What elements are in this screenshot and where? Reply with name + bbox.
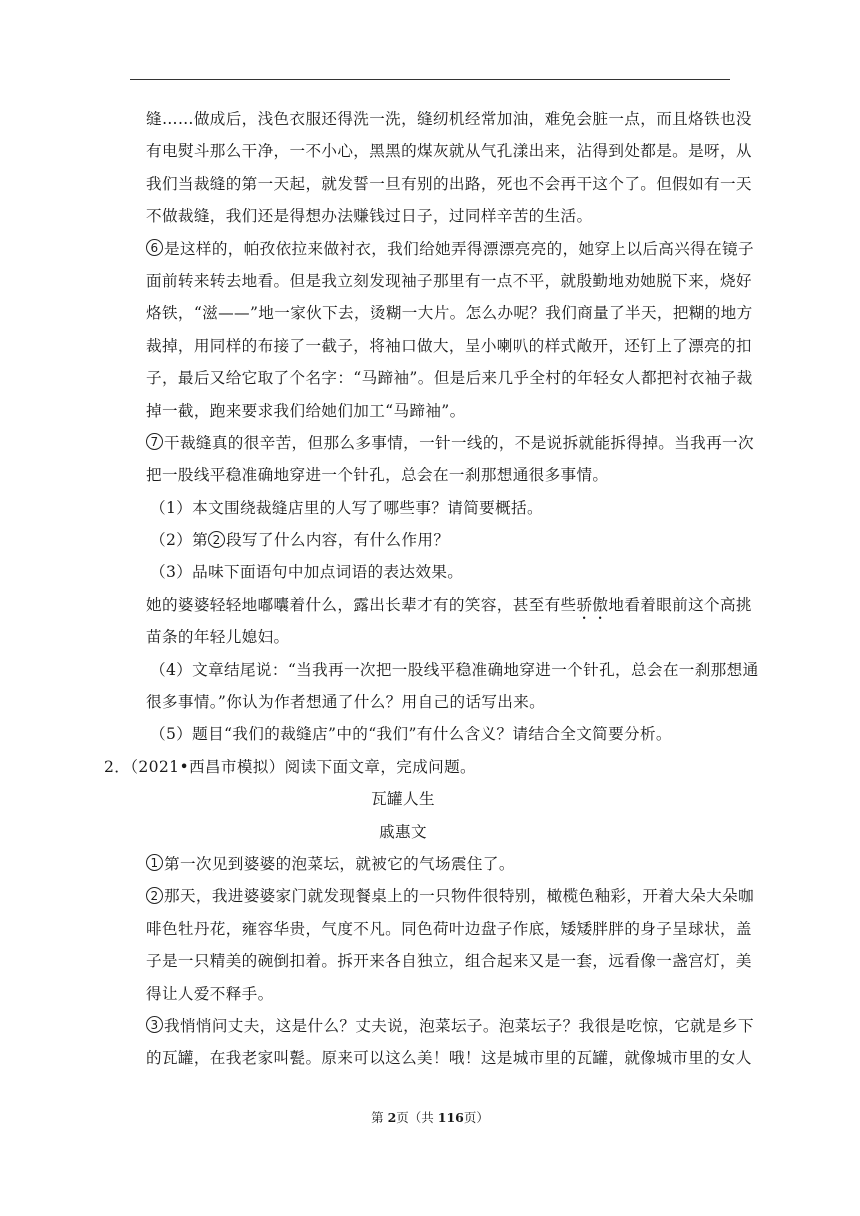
header-rule bbox=[130, 79, 730, 80]
text-line: 有电熨斗那么干净，一不小心，黑黑的煤灰就从气孔漾出来，沾得到处都是。是呀，从 bbox=[146, 142, 752, 161]
paragraph-number-badge: 3 bbox=[146, 1016, 163, 1033]
text-line: 烙铁，“滋——”地一家伙下去，烫糊一大片。怎么办呢？我们商量了半天，把糊的地方 bbox=[146, 304, 753, 323]
text-line: 把一股线平稳准确地穿进一个针孔，总会在一刹那想通很多事情。 bbox=[146, 466, 609, 485]
text-span: 干裁缝真的很辛苦，但那么多事情，一针一线的，不是说拆就能拆得掉。当我再一次 bbox=[164, 433, 754, 452]
footer-text: 页（共 bbox=[396, 1110, 438, 1125]
page-total: 116 bbox=[437, 1110, 464, 1125]
text-span: 地看着眼前这个高挑 bbox=[608, 595, 752, 614]
text-line: 啡色牡丹花，雍容华贵，气度不凡。同色荷叶边盘子作底，矮矮胖胖的身子呈球状，盖 bbox=[146, 919, 752, 938]
text-line: 的瓦罐，在我老家叫甏。原来可以这么美！哦！这是城市里的瓦罐，就像城市里的女人 bbox=[146, 1049, 752, 1068]
document-body bbox=[104, 103, 759, 1075]
article-author: 戚惠文 bbox=[379, 822, 427, 841]
text-span: （2）第 bbox=[150, 531, 209, 550]
text-line: 我们当裁缝的第一天起，就发誓一旦有别的出路，死也不会再干这个了。但假如有一天 bbox=[146, 174, 752, 193]
text-line: 子是一只精美的碗倒扣着。拆开来各自独立，组合起来又是一套，远看像一盏宫灯，美 bbox=[146, 952, 752, 971]
text-line: 得让人爱不释手。 bbox=[146, 984, 274, 1003]
question-4: （4）文章结尾说：“当我再一次把一股线平稳准确地穿进一个针孔，总会在一刹那想通 bbox=[150, 660, 759, 679]
paragraph-number-badge: 7 bbox=[146, 433, 163, 450]
article-paragraph-3 bbox=[146, 1010, 754, 1042]
dotted-word: 骄傲 bbox=[576, 595, 609, 614]
text-span: 是这样的，帕孜依拉来做衬衣，我们给她弄得漂漂亮亮的，她穿上以后高兴得在镜子 bbox=[164, 239, 754, 258]
text-line: 面前转来转去地看。但是我立刻发现袖子那里有一点不平，就殷勤地劝她脱下来，烧好 bbox=[146, 271, 752, 290]
question-2 bbox=[146, 524, 746, 556]
text-line: 掉一截，跑来要求我们给她们加工“马蹄袖”。 bbox=[146, 401, 466, 420]
question-1: （1）本文围绕裁缝店里的人写了哪些事？请简要概括。 bbox=[150, 498, 543, 517]
quoted-sentence-line: 苗条的年轻儿媳妇。 bbox=[146, 628, 290, 647]
article-title: 瓦罐人生 bbox=[371, 790, 435, 809]
paragraph-number-badge: 2 bbox=[146, 887, 163, 904]
article-paragraph-1 bbox=[146, 848, 746, 880]
question-3: （3）品味下面语句中加点词语的表达效果。 bbox=[150, 563, 464, 582]
paragraph-number-badge: 6 bbox=[146, 239, 163, 256]
paragraph-number-badge: 1 bbox=[146, 854, 163, 871]
footer-text: 页） bbox=[463, 1110, 489, 1125]
paragraph-number-badge: 2 bbox=[208, 531, 225, 548]
footer-text: 第 bbox=[371, 1110, 388, 1125]
question-5: （5）题目“我们的裁缝店”中的“我们”有什么含义？请结合全文简要分析。 bbox=[150, 725, 672, 744]
page-footer bbox=[0, 1108, 860, 1128]
text-line: 裁掉，用同样的布接了一截子，将袖口做大，呈小喇叭的样式敞开，还钉上了漂亮的扣 bbox=[146, 336, 752, 355]
text-line: 不做裁缝，我们还是得想办法赚钱过日子，过同样辛苦的生活。 bbox=[146, 207, 593, 226]
question-4-cont: 很多事情。”你认为作者想通了什么？用自己的话写出来。 bbox=[146, 693, 546, 712]
article-paragraph-2 bbox=[146, 880, 754, 912]
quoted-sentence bbox=[146, 589, 752, 621]
text-span: 第一次见到婆婆的泡菜坛，就被它的气场震住了。 bbox=[164, 854, 515, 873]
paragraph-6-line bbox=[146, 233, 754, 265]
text-line: 缝……做成后，浅色衣服还得洗一洗，缝纫机经常加油，难免会脏一点，而且烙铁也没 bbox=[146, 110, 752, 128]
paragraph-7-line bbox=[146, 427, 754, 459]
text-span: 我悄悄问丈夫，这是什么？丈夫说，泡菜坛子。泡菜坛子？我很是吃惊，它就是乡下 bbox=[164, 1016, 754, 1035]
text-span: 她的婆婆轻轻地嘟囔着什么，露出长辈才有的笑容，甚至有些 bbox=[146, 595, 577, 614]
page-number: 2 bbox=[387, 1110, 397, 1125]
question-heading: 2．（2021•西昌市模拟）阅读下面文章，完成问题。 bbox=[104, 757, 476, 776]
text-span: 那天，我进婆婆家门就发现餐桌上的一只物件很特别，橄榄色釉彩，开着大朵大朵咖 bbox=[164, 887, 754, 906]
text-span: 段写了什么内容，有什么作用？ bbox=[226, 531, 450, 550]
text-line: 子，最后又给它取了个名字：“马蹄袖”。但是后来几乎全村的年轻女人都把衬衣袖子裁 bbox=[146, 369, 753, 388]
